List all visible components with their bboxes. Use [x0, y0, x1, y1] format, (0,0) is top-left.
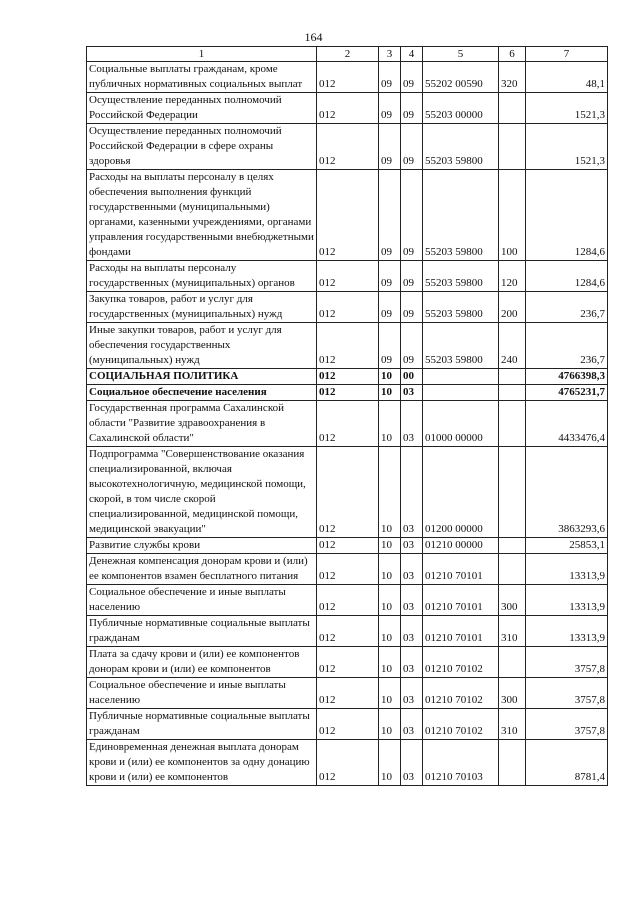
grbs-code-cell: 012 [317, 709, 379, 740]
row-name-cell: Иные закупки товаров, работ и услуг для обеспечения государственных (муниципальных) нужд [87, 323, 317, 369]
header-cell: 6 [499, 47, 526, 62]
subsection-code-cell: 03 [401, 740, 423, 786]
expense-type-cell: 300 [499, 585, 526, 616]
section-code-cell: 10 [379, 447, 401, 538]
expense-type-cell [499, 538, 526, 554]
expense-type-cell: 310 [499, 709, 526, 740]
expense-type-cell [499, 93, 526, 124]
page-number: 164 [304, 30, 323, 44]
amount-cell: 4765231,7 [526, 385, 608, 401]
target-article-cell: 55203 59800 [423, 292, 499, 323]
amount-cell: 13313,9 [526, 554, 608, 585]
grbs-code-cell: 012 [317, 369, 379, 385]
expense-type-cell [499, 401, 526, 447]
amount-cell: 13313,9 [526, 585, 608, 616]
row-name-cell: Расходы на выплаты персоналу в целях обеспечения выполнения функций государственными (муниципальными) органами, казенными учреждениями, органами управления государственными внебюджетными фондами [87, 170, 317, 261]
grbs-code-cell: 012 [317, 740, 379, 786]
target-article-cell [423, 369, 499, 385]
row-name-cell: Социальное обеспечение и иные выплаты населению [87, 678, 317, 709]
subsection-code-cell: 09 [401, 124, 423, 170]
target-article-cell: 01000 00000 [423, 401, 499, 447]
grbs-code-cell: 012 [317, 647, 379, 678]
section-code-cell: 09 [379, 292, 401, 323]
grbs-code-cell: 012 [317, 554, 379, 585]
amount-cell: 4433476,4 [526, 401, 608, 447]
row-name-cell: Государственная программа Сахалинской области "Развитие здравоохранения в Сахалинской области" [87, 401, 317, 447]
target-article-cell: 01210 70102 [423, 678, 499, 709]
row-name-cell: Социальное обеспечение и иные выплаты населению [87, 585, 317, 616]
row-name-cell: Публичные нормативные социальные выплаты гражданам [87, 616, 317, 647]
expense-type-cell [499, 740, 526, 786]
target-article-cell: 01210 70103 [423, 740, 499, 786]
table-row [87, 538, 608, 554]
header-cell: 3 [379, 47, 401, 62]
grbs-code-cell: 012 [317, 62, 379, 93]
subsection-code-cell: 09 [401, 93, 423, 124]
grbs-code-cell: 012 [317, 292, 379, 323]
section-code-cell: 10 [379, 678, 401, 709]
target-article-cell: 01210 70102 [423, 647, 499, 678]
expense-type-cell [499, 447, 526, 538]
row-name-cell: Закупка товаров, работ и услуг для государственных (муниципальных) нужд [87, 292, 317, 323]
amount-cell: 3757,8 [526, 647, 608, 678]
grbs-code-cell: 012 [317, 170, 379, 261]
target-article-cell: 55203 59800 [423, 170, 499, 261]
row-name-cell: Социальные выплаты гражданам, кроме публичных нормативных социальных выплат [87, 62, 317, 93]
grbs-code-cell: 012 [317, 93, 379, 124]
grbs-code-cell: 012 [317, 385, 379, 401]
header-cell: 5 [423, 47, 499, 62]
subsection-code-cell: 03 [401, 447, 423, 538]
section-code-cell: 10 [379, 647, 401, 678]
grbs-code-cell: 012 [317, 538, 379, 554]
row-name-cell: Подпрограмма "Совершенствование оказания специализированной, включая высокотехнологичную, медицинской помощи, скорой, в том числе скорой специализированной, медицинской помощи, медицинской эвакуации" [87, 447, 317, 538]
expense-type-cell: 120 [499, 261, 526, 292]
grbs-code-cell: 012 [317, 616, 379, 647]
target-article-cell: 55203 59800 [423, 124, 499, 170]
subsection-code-cell: 03 [401, 709, 423, 740]
amount-cell: 3757,8 [526, 678, 608, 709]
subsection-code-cell: 09 [401, 323, 423, 369]
grbs-code-cell: 012 [317, 678, 379, 709]
expense-type-cell: 300 [499, 678, 526, 709]
expense-type-cell [499, 554, 526, 585]
expense-type-cell: 100 [499, 170, 526, 261]
target-article-cell: 01210 70101 [423, 554, 499, 585]
section-code-cell: 10 [379, 554, 401, 585]
table-row [87, 709, 608, 740]
amount-cell: 236,7 [526, 292, 608, 323]
table-row [87, 585, 608, 616]
table-row [87, 740, 608, 786]
table-row [87, 447, 608, 538]
target-article-cell: 55203 00000 [423, 93, 499, 124]
subsection-code-cell: 03 [401, 385, 423, 401]
grbs-code-cell: 012 [317, 447, 379, 538]
target-article-cell: 55203 59800 [423, 323, 499, 369]
subsection-code-cell: 03 [401, 401, 423, 447]
target-article-cell: 01210 70102 [423, 709, 499, 740]
row-name-cell: Расходы на выплаты персоналу государственных (муниципальных) органов [87, 261, 317, 292]
expense-type-cell [499, 369, 526, 385]
table-row [87, 401, 608, 447]
table-row [87, 678, 608, 709]
section-code-cell: 10 [379, 401, 401, 447]
row-name-cell: Осуществление переданных полномочий Российской Федерации в сфере охраны здоровья [87, 124, 317, 170]
target-article-cell: 55202 00590 [423, 62, 499, 93]
subsection-code-cell: 00 [401, 369, 423, 385]
expense-type-cell: 240 [499, 323, 526, 369]
row-name-cell: СОЦИАЛЬНАЯ ПОЛИТИКА [87, 369, 317, 385]
amount-cell: 8781,4 [526, 740, 608, 786]
table-row [87, 323, 608, 369]
header-cell: 2 [317, 47, 379, 62]
table-row [87, 93, 608, 124]
section-code-cell: 10 [379, 538, 401, 554]
header-row [87, 47, 608, 62]
target-article-cell: 01210 70101 [423, 616, 499, 647]
amount-cell: 13313,9 [526, 616, 608, 647]
section-code-cell: 09 [379, 124, 401, 170]
table-row [87, 124, 608, 170]
table-row [87, 385, 608, 401]
section-code-cell: 10 [379, 616, 401, 647]
expense-type-cell [499, 385, 526, 401]
target-article-cell: 01200 00000 [423, 447, 499, 538]
header-cell: 1 [87, 47, 317, 62]
section-code-cell: 10 [379, 740, 401, 786]
subsection-code-cell: 03 [401, 616, 423, 647]
amount-cell: 1284,6 [526, 261, 608, 292]
amount-cell: 1521,3 [526, 124, 608, 170]
section-code-cell: 09 [379, 323, 401, 369]
target-article-cell [423, 385, 499, 401]
amount-cell: 3757,8 [526, 709, 608, 740]
subsection-code-cell: 09 [401, 170, 423, 261]
row-name-cell: Социальное обеспечение населения [87, 385, 317, 401]
subsection-code-cell: 09 [401, 261, 423, 292]
section-code-cell: 10 [379, 585, 401, 616]
table-row [87, 554, 608, 585]
grbs-code-cell: 012 [317, 323, 379, 369]
subsection-code-cell: 03 [401, 678, 423, 709]
amount-cell: 48,1 [526, 62, 608, 93]
target-article-cell: 01210 00000 [423, 538, 499, 554]
table-row [87, 616, 608, 647]
amount-cell: 25853,1 [526, 538, 608, 554]
subsection-code-cell: 03 [401, 554, 423, 585]
amount-cell: 3863293,6 [526, 447, 608, 538]
section-code-cell: 10 [379, 369, 401, 385]
section-code-cell: 09 [379, 62, 401, 93]
section-code-cell: 10 [379, 385, 401, 401]
table-row [87, 170, 608, 261]
grbs-code-cell: 012 [317, 401, 379, 447]
row-name-cell: Плата за сдачу крови и (или) ее компонентов донорам крови и (или) ее компонентов [87, 647, 317, 678]
table-row [87, 647, 608, 678]
amount-cell: 236,7 [526, 323, 608, 369]
expense-type-cell: 200 [499, 292, 526, 323]
table-row [87, 369, 608, 385]
table-row [87, 261, 608, 292]
expense-type-cell [499, 647, 526, 678]
subsection-code-cell: 09 [401, 292, 423, 323]
budget-table [86, 46, 608, 786]
table-row [87, 62, 608, 93]
grbs-code-cell: 012 [317, 585, 379, 616]
section-code-cell: 09 [379, 170, 401, 261]
header-cell: 7 [526, 47, 608, 62]
grbs-code-cell: 012 [317, 124, 379, 170]
table-row [87, 292, 608, 323]
section-code-cell: 09 [379, 93, 401, 124]
subsection-code-cell: 03 [401, 585, 423, 616]
header-cell: 4 [401, 47, 423, 62]
row-name-cell: Публичные нормативные социальные выплаты гражданам [87, 709, 317, 740]
subsection-code-cell: 03 [401, 647, 423, 678]
expense-type-cell [499, 124, 526, 170]
row-name-cell: Денежная компенсация донорам крови и (или) ее компонентов взамен бесплатного питания [87, 554, 317, 585]
amount-cell: 4766398,3 [526, 369, 608, 385]
section-code-cell: 09 [379, 261, 401, 292]
section-code-cell: 10 [379, 709, 401, 740]
target-article-cell: 01210 70101 [423, 585, 499, 616]
amount-cell: 1521,3 [526, 93, 608, 124]
grbs-code-cell: 012 [317, 261, 379, 292]
row-name-cell: Единовременная денежная выплата донорам крови и (или) ее компонентов за одну донацию крови и (или) ее компонентов [87, 740, 317, 786]
target-article-cell: 55203 59800 [423, 261, 499, 292]
subsection-code-cell: 09 [401, 62, 423, 93]
amount-cell: 1284,6 [526, 170, 608, 261]
expense-type-cell: 310 [499, 616, 526, 647]
subsection-code-cell: 03 [401, 538, 423, 554]
row-name-cell: Развитие службы крови [87, 538, 317, 554]
row-name-cell: Осуществление переданных полномочий Российской Федерации [87, 93, 317, 124]
expense-type-cell: 320 [499, 62, 526, 93]
